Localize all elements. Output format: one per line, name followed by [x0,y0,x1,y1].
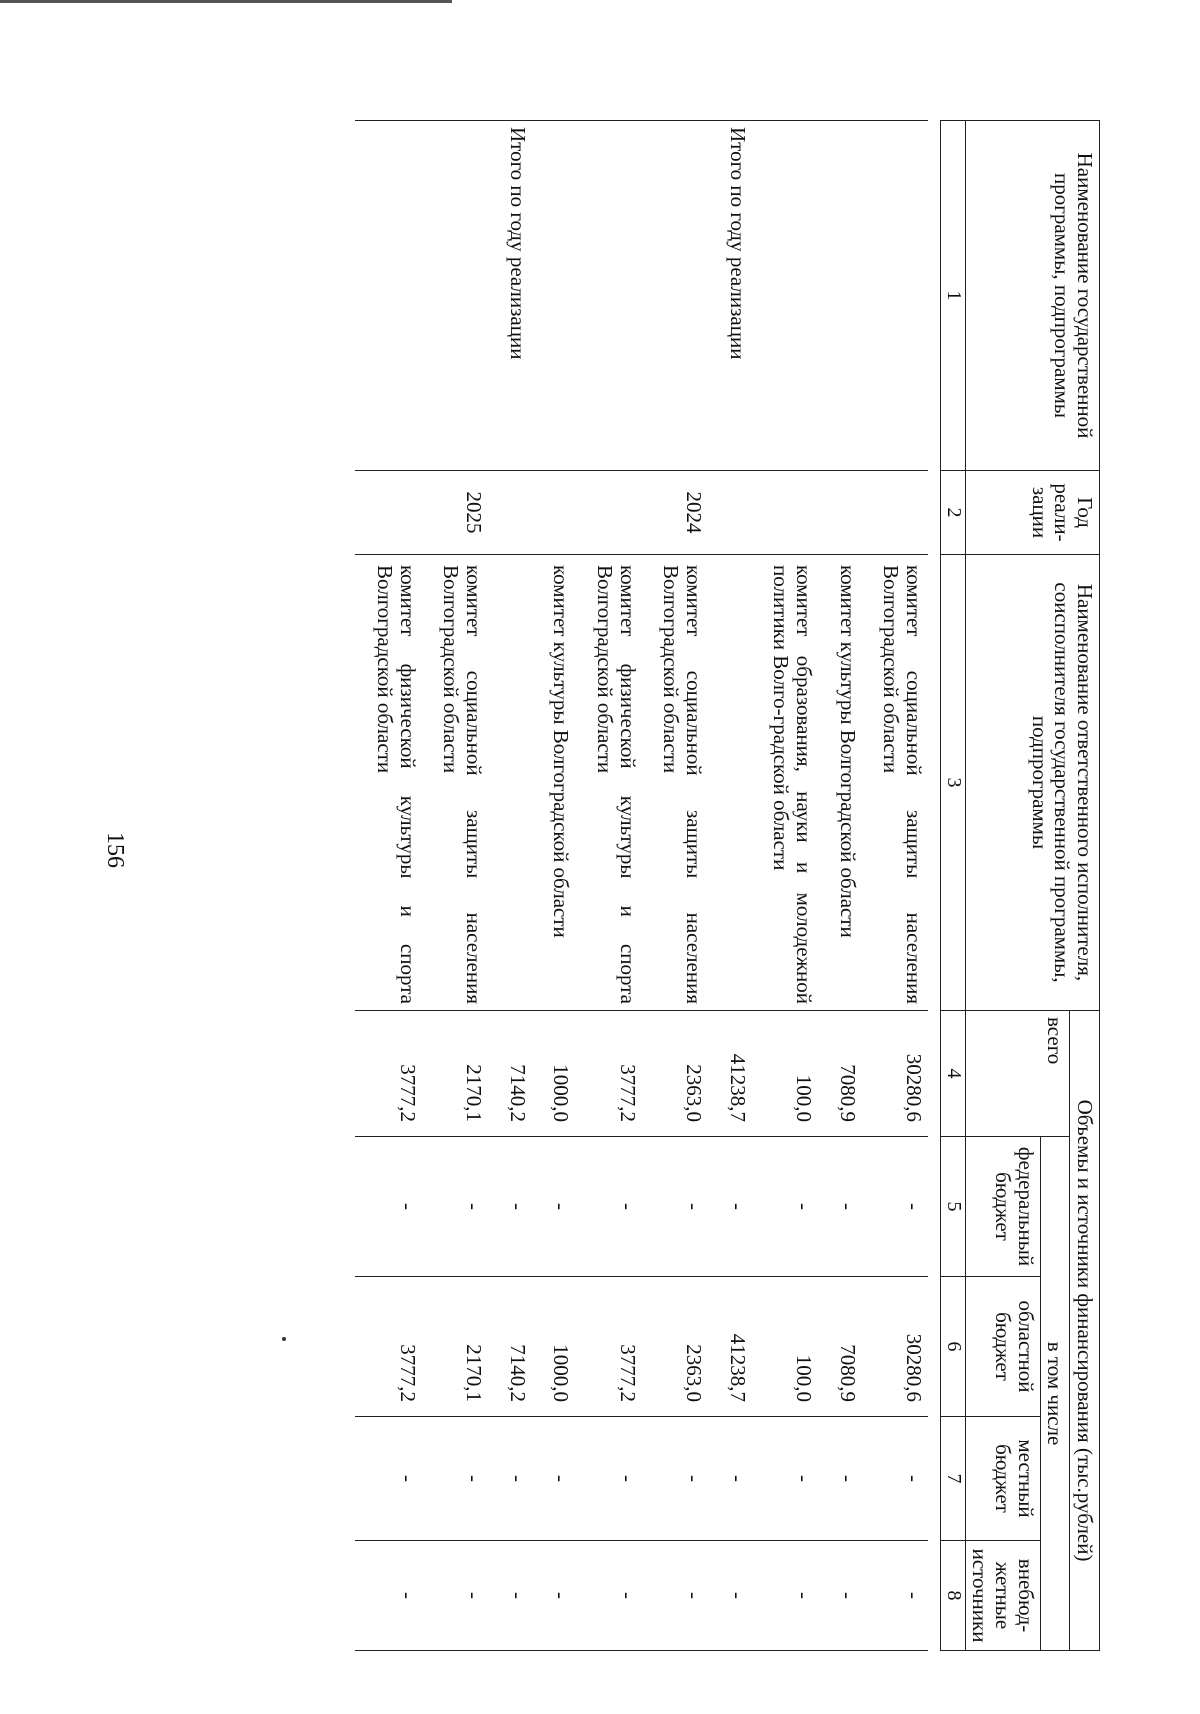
total-cell: 2170,1 [422,1011,488,1137]
total-cell: 3777,2 [575,1011,641,1137]
extra-cell: - [862,1541,928,1651]
extra-cell: - [355,1541,421,1651]
extra-cell: - [488,1541,532,1651]
extra-cell: - [575,1541,641,1651]
total-cell: 30280,6 [862,1011,928,1137]
total-cell: 7080,9 [818,1011,862,1137]
executor-cell: комитет социальной защиты населения Волгоградской области [642,555,708,1011]
federal-cell: - [422,1137,488,1277]
executor-cell: комитет физической культуры и спорта Волгоградской области [575,555,641,1011]
header-federal: федеральный бюджет [965,1137,1040,1277]
federal-cell: - [355,1137,421,1277]
regional-cell: 1000,0 [532,1277,576,1417]
column-number: 3 [941,555,966,1011]
program-cell [575,121,641,471]
regional-cell: 3777,2 [355,1277,421,1417]
header-regional: областной бюджет [965,1277,1040,1417]
executor-cell: комитет социальной защиты населения Волгоградской области [422,555,488,1011]
regional-cell: 7140,2 [488,1277,532,1417]
column-number: 4 [941,1011,966,1137]
header-program-name: Наименование государственной программы, подпрограммы [965,121,1099,471]
header-year: Год реали-зации [965,471,1099,555]
total-cell: 2363,0 [642,1011,708,1137]
program-cell: Итого по году реализации [708,121,752,471]
program-cell [355,121,421,471]
header-executor: Наименование ответственного исполнителя, соисполнителя государственной программы, подпрограммы [965,555,1099,1011]
regional-cell: 2170,1 [422,1277,488,1417]
federal-cell: - [488,1137,532,1277]
year-cell [862,471,928,555]
extra-cell: - [642,1541,708,1651]
local-cell: - [862,1417,928,1541]
regional-cell: 30280,6 [862,1277,928,1417]
header-local: местный бюджет [965,1417,1040,1541]
local-cell: - [488,1417,532,1541]
header-extra: внебюд-жетные источники [965,1541,1040,1651]
local-cell: - [642,1417,708,1541]
column-number: 5 [941,1137,966,1277]
year-cell [575,471,641,555]
federal-cell: - [862,1137,928,1277]
header-funding-group: Объемы и источники финансирования (тыс.рублей) [1070,1011,1100,1651]
page-number: 156 [102,832,128,868]
regional-cell: 3777,2 [575,1277,641,1417]
table-row [818,121,862,1651]
executor-cell [488,555,532,1011]
local-cell: - [818,1417,862,1541]
federal-cell: - [532,1137,576,1277]
federal-cell: - [752,1137,818,1277]
total-cell: 7140,2 [488,1011,532,1137]
local-cell: - [355,1417,421,1541]
local-cell: - [575,1417,641,1541]
table-row [752,121,818,1651]
program-cell [752,121,818,471]
federal-cell: - [708,1137,752,1277]
total-cell: 3777,2 [355,1011,421,1137]
regional-cell: 7080,9 [818,1277,862,1417]
year-cell [818,471,862,555]
federal-cell: - [818,1137,862,1277]
program-cell: Итого по году реализации [488,121,532,471]
column-number: 2 [941,471,966,555]
federal-cell: - [575,1137,641,1277]
regional-cell: 41238,7 [708,1277,752,1417]
program-cell [422,121,488,471]
column-number: 6 [941,1277,966,1417]
executor-cell: комитет культуры Волгоградской области [818,555,862,1011]
year-cell [532,471,576,555]
program-cell [818,121,862,471]
executor-cell [708,555,752,1011]
total-cell: 41238,7 [708,1011,752,1137]
header-total: всего [965,1011,1070,1137]
table-row [575,121,641,1651]
regional-cell: 100,0 [752,1277,818,1417]
program-cell [532,121,576,471]
year-cell [488,471,532,555]
table-row [422,121,488,1651]
extra-cell: - [818,1541,862,1651]
executor-cell: комитет социальной защиты населения Волгоградской области [862,555,928,1011]
local-cell: - [708,1417,752,1541]
executor-cell: комитет культуры Волгоградской области [532,555,576,1011]
funding-table [355,120,1100,1651]
executor-cell: комитет образования, науки и молодежной политики Волго-градской области [752,555,818,1011]
year-cell: 2024 [642,471,708,555]
extra-cell: - [708,1541,752,1651]
table-row [355,121,421,1651]
column-number: 1 [941,121,966,471]
federal-cell: - [642,1137,708,1277]
year-cell [708,471,752,555]
local-cell: - [532,1417,576,1541]
table-row [532,121,576,1651]
table-row [488,121,532,1651]
local-cell: - [422,1417,488,1541]
table-row [862,121,928,1651]
local-cell: - [752,1417,818,1541]
total-cell: 100,0 [752,1011,818,1137]
program-cell [642,121,708,471]
extra-cell: - [422,1541,488,1651]
extra-cell: - [752,1541,818,1651]
year-cell [752,471,818,555]
header-gap [928,121,941,1651]
program-cell [862,121,928,471]
table-row [708,121,752,1651]
total-cell: 1000,0 [532,1011,576,1137]
year-cell [355,471,421,555]
table-row [642,121,708,1651]
regional-cell: 2363,0 [642,1277,708,1417]
column-number: 7 [941,1417,966,1541]
executor-cell: комитет физической культуры и спорта Волгоградской области [355,555,421,1011]
year-cell: 2025 [422,471,488,555]
header-including: в том числе [1040,1137,1070,1651]
column-number: 8 [941,1541,966,1651]
extra-cell: - [532,1541,576,1651]
